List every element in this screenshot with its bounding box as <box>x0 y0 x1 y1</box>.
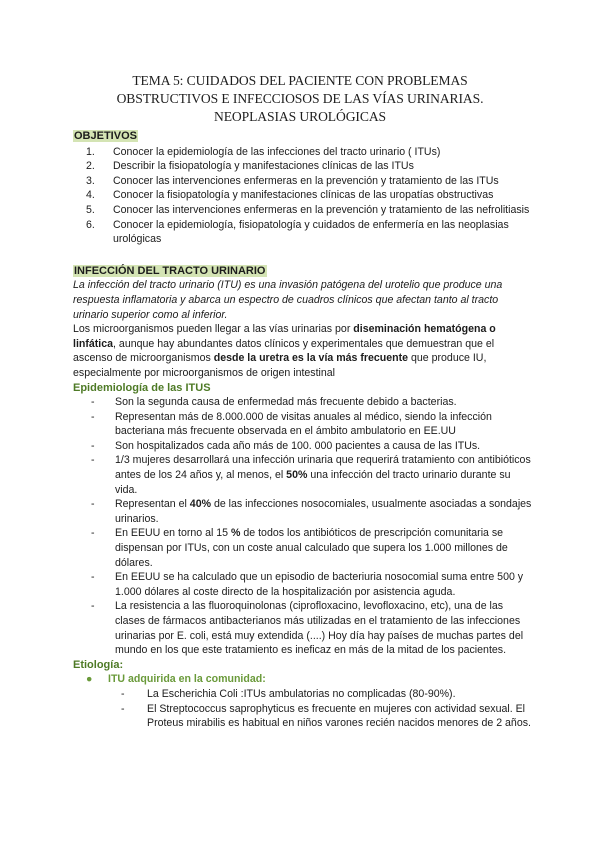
dash-marker: - <box>91 410 95 423</box>
text-run: de las infecciones nosocomiales, usualmente asociadas a sondajes urinarios. <box>115 498 532 525</box>
item-text: Describir la fisiopatología y manifestaciones clínicas de las ITUs <box>113 160 414 173</box>
text-run: Los microorganismos pueden llegar a las vías urinarias por <box>73 323 354 336</box>
item-text <box>115 570 533 599</box>
text-run: una infección del tracto urinario durante su vida. <box>115 469 511 496</box>
item-text: Conocer las intervenciones enfermeras en la prevención y tratamiento de las nefrolitiasis <box>113 203 530 216</box>
list-item <box>73 599 533 657</box>
text-run: 1/3 mujeres desarrollará una infección urinaria que requerirá tratamiento con antibióticos antes de los 24 años y, al menos, el <box>115 454 531 482</box>
item-text <box>115 599 533 657</box>
list-item <box>73 203 533 218</box>
item-text <box>115 410 533 439</box>
text-run: que produce IU, especialmente por microorganismos de origen intestinal <box>73 352 487 379</box>
list-item <box>73 174 533 189</box>
item-number: 2. <box>86 160 95 173</box>
list-item <box>73 526 533 570</box>
item-text: Conocer la epidemiología, fisiopatología y cuidados de enfermería en las neoplasias urológicas <box>113 218 509 246</box>
page-title <box>60 72 540 125</box>
item-number: 1. <box>86 145 95 158</box>
text-run: de todos los antibióticos de prescripción comunitaria se dispensan por ITUs, con un coste anual calculado que supera los 1.000 millones de dólares. <box>115 527 508 569</box>
title-line-3: NEOPLASIAS UROLÓGICAS <box>214 108 386 124</box>
intro-paragraph <box>73 322 533 380</box>
item-text <box>115 439 533 454</box>
bold-run: 40% <box>189 498 211 511</box>
etiologia-subheading: ITU adquirida en la comunidad: <box>108 673 266 686</box>
item-text <box>115 453 533 497</box>
bold-run: 50% <box>286 469 308 482</box>
item-text: La Escherichia Coli :ITUs ambulatorias no complicadas (80-90%). <box>147 687 456 700</box>
definition-paragraph: La infección del tracto urinario (ITU) es una invasión patógena del urotelio que produce una respuesta inflamatoria y abarca un espectro de cuadros clínicos que afectan tanto al tracto urinario superior como al inferior. <box>73 279 503 321</box>
dash-marker: - <box>91 454 95 467</box>
bold-run: diseminación hematógena o linfática <box>73 323 496 350</box>
epidemiologia-list <box>73 395 533 658</box>
text-run: La resistencia a las fluoroquinolonas (ciprofloxacino, levofloxacino, etc), una de las clases de fármacos antibacterianos más utilizadas en el tratamiento de las infecciones urinarias por E. coli, está muy extendida (....) Hoy día hay países de muchas partes del mundo en los que este tratamiento es ineficaz en más de la mitad de los pacientes. <box>115 600 524 657</box>
etiologia-heading: Etiología: <box>73 658 124 671</box>
list-item <box>73 159 533 174</box>
objetivos-heading-text: OBJETIVOS <box>74 130 137 142</box>
list-item <box>73 702 533 731</box>
item-text: Conocer la epidemiología de las infecciones del tracto urinario ( ITUs) <box>113 145 441 158</box>
item-text <box>115 526 533 570</box>
list-item <box>73 439 533 454</box>
bold-run: % <box>231 527 241 540</box>
objetivos-list <box>73 145 533 247</box>
etiologia-sublist <box>73 687 533 731</box>
dash-marker: - <box>91 571 95 584</box>
list-item <box>73 145 533 160</box>
epidemiologia-heading: Epidemiología de las ITUS <box>73 381 211 394</box>
dash-marker: - <box>91 527 95 540</box>
list-item <box>73 570 533 599</box>
dash-marker: - <box>91 396 95 409</box>
title-line-1: TEMA 5: CUIDADOS DEL PACIENTE CON PROBLEMAS <box>132 73 468 88</box>
dash-marker: - <box>121 687 125 700</box>
document-content <box>73 129 533 731</box>
item-text: Conocer las intervenciones enfermeras en la prevención y tratamiento de las ITUs <box>113 174 499 187</box>
infeccion-heading-text: INFECCIÓN DEL TRACTO URINARIO <box>74 264 266 277</box>
item-number: 5. <box>86 203 95 216</box>
list-item <box>73 453 533 497</box>
bullet-icon: ● <box>86 673 93 686</box>
text-run: Representan más de 8.000.000 de visitas anuales al médico, siendo la infección bacteriana más frecuente observada en el ámbito ambulatorio en EE.UU <box>115 410 492 438</box>
list-item <box>73 218 533 247</box>
item-number: 6. <box>86 218 95 231</box>
text-run: Son hospitalizados cada año más de 100. 000 pacientes a causa de las ITUs. <box>115 439 481 452</box>
dash-marker: - <box>91 439 95 452</box>
objetivos-heading <box>73 129 533 144</box>
text-run: En EEUU en torno al 15 <box>115 527 232 540</box>
text-run: En EEUU se ha calculado que un episodio de bacteriuria nosocomial suma entre 500 y 1.000 dólares al coste directo de la hospitalización por asistencia aguda. <box>115 571 524 598</box>
dash-marker: - <box>91 498 95 511</box>
item-number: 3. <box>86 174 95 187</box>
item-text <box>115 395 533 410</box>
bold-run: desde la uretra es la vía más frecuente <box>213 352 409 365</box>
text-run: , aunque hay abundantes datos clínicos y experimentales que demuestran que el ascenso de microorganismos <box>73 337 495 365</box>
list-item <box>73 410 533 439</box>
dash-marker: - <box>121 702 125 715</box>
text-run: Representan el <box>115 498 190 511</box>
title-line-2: OBSTRUCTIVOS E INFECCIOSOS DE LAS VÍAS URINARIAS. <box>116 90 484 106</box>
item-text: El Streptococcus saprophyticus es frecuente en mujeres con actividad sexual. El Proteus mirabilis es habitual en niños varones recién nacidos menores de 2 años. <box>147 702 531 730</box>
dash-marker: - <box>91 600 95 613</box>
infeccion-heading <box>73 264 533 279</box>
text-run: Son la segunda causa de enfermedad más frecuente debido a bacterias. <box>115 396 457 409</box>
item-text: Conocer la fisiopatología y manifestaciones clínicas de las uropatías obstructivas <box>113 189 494 202</box>
item-number: 4. <box>86 189 95 202</box>
list-item <box>73 395 533 410</box>
item-text <box>115 497 533 526</box>
list-item <box>73 188 533 203</box>
etiologia-bullet-item <box>73 672 533 687</box>
list-item <box>73 497 533 526</box>
list-item <box>73 687 533 702</box>
